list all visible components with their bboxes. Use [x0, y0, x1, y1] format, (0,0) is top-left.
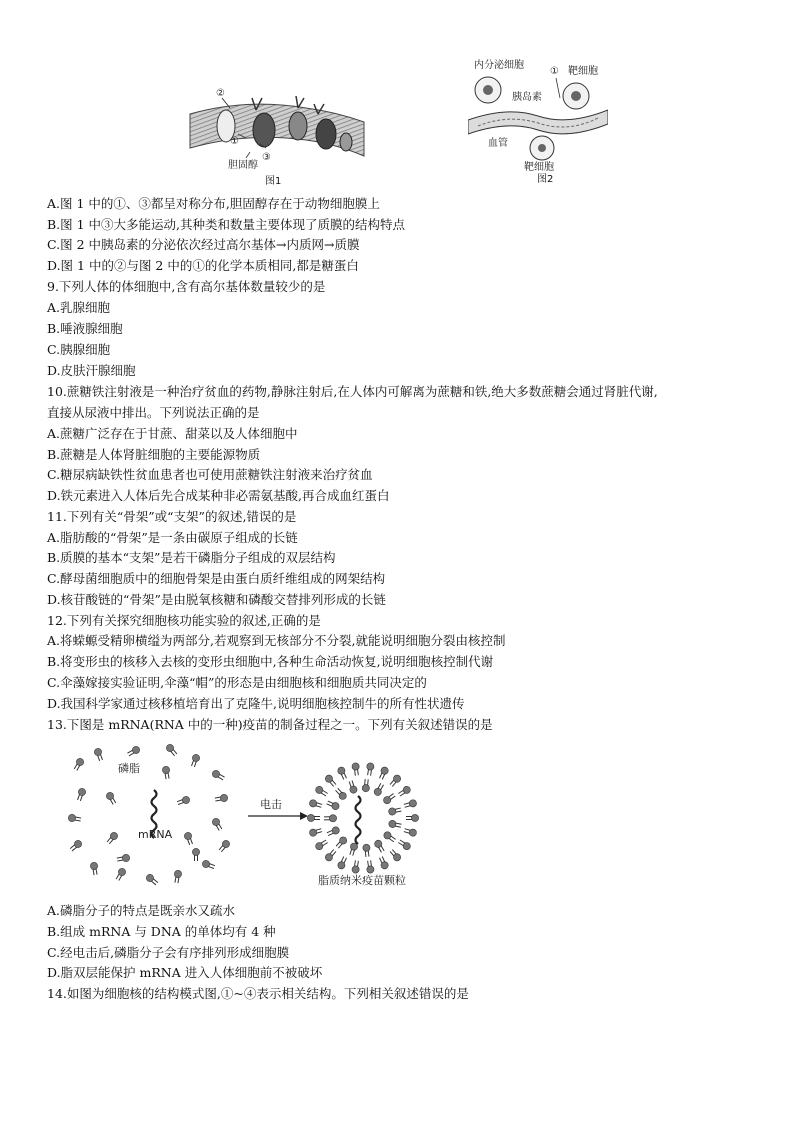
q12-option-b: B.将变形虫的核移入去核的变形虫细胞中,各种生命活动恢复,说明细胞核控制代谢 [47, 654, 494, 669]
q9-option-a: A.乳腺细胞 [47, 300, 111, 315]
outer-phospholipid [324, 848, 338, 862]
inner-phospholipid [373, 839, 386, 854]
q12-stem: 12.下列有关探究细胞核功能实验的叙述,正确的是 [47, 613, 321, 628]
outer-phospholipid [314, 838, 328, 851]
fig1-label-c3: ③ [262, 152, 271, 163]
inner-phospholipid [373, 782, 385, 797]
scattered-phospholipid [192, 848, 199, 861]
figure-1-caption: 图1 [265, 176, 282, 187]
q9-stem: 9.下列人体的体细胞中,含有高尔基体数量较少的是 [47, 279, 326, 294]
scattered-phospholipid [201, 859, 215, 870]
outer-phospholipid [403, 827, 417, 837]
inner-phospholipid [382, 792, 396, 805]
q10-stem-line1: 10.蔗糖铁注射液是一种治疗贫血的药物,静脉注射后,在人体内可解离为蔗糖和铁,绝大多数蔗糖会通过肾脏代谢, [47, 384, 658, 399]
q10-option-a: A.蔗糖广泛存在于甘蔗、甜菜以及人体细胞中 [47, 426, 298, 441]
q11-stem: 11.下列有关“骨架”或“支架”的叙述,错误的是 [47, 509, 297, 524]
q8-option-a: A.图 1 中的①、③都呈对称分布,胆固醇存在于动物细胞膜上 [47, 196, 380, 211]
fig13-label-mrna: mRNA [138, 828, 173, 841]
q8-option-b: B.图 1 中③大多能运动,其种类和数量主要体现了质膜的结构特点 [47, 217, 406, 232]
outer-phospholipid [388, 774, 402, 788]
outer-phospholipid [307, 814, 320, 821]
q8-option-c: C.图 2 中胰岛素的分泌依次经过高尔基体→内质网→质膜 [47, 237, 360, 252]
q13-stem: 13.下图是 mRNA(RNA 中的一种)疫苗的制备过程之一。下列有关叙述错误的是 [47, 717, 493, 732]
q12-option-a: A.将蝾螈受精卵横缢为两部分,若观察到无核部分不分裂,就能说明细胞分裂由核控制 [47, 633, 506, 648]
scattered-phospholipid [105, 831, 119, 845]
q13-option-b: B.组成 mRNA 与 DNA 的单体均有 4 种 [47, 924, 276, 939]
outer-phospholipid [324, 774, 338, 788]
q11-option-b: B.质膜的基本“支架”是若干磷脂分子组成的双层结构 [47, 550, 336, 565]
fig2-label-endocrine: 内分泌细胞 [474, 60, 524, 71]
fig13-label-shock: 电击 [260, 798, 282, 811]
scattered-phospholipid [173, 870, 182, 884]
outer-phospholipid [366, 860, 375, 873]
fig2-label-insulin: 胰岛素 [512, 92, 542, 103]
protein-2 [253, 113, 275, 147]
q11-option-c: C.酵母菌细胞质中的细胞骨架是由蛋白质纤维组成的网架结构 [47, 571, 386, 586]
outer-phospholipid [309, 827, 323, 837]
q9-option-b: B.唾液腺细胞 [47, 321, 123, 336]
scattered-phospholipid [165, 743, 179, 757]
figure-1-membrane [186, 86, 366, 170]
outer-phospholipid [397, 838, 411, 851]
protein-5 [340, 133, 352, 151]
fig2-label-target-top: 靶细胞 [568, 66, 598, 77]
fig1-label-c2: ② [216, 88, 225, 99]
figure-13-lnp [66, 740, 446, 895]
scattered-phospholipid [145, 873, 159, 887]
q11-option-d: D.核苷酸链的“骨架”是由脱氧核糖和磷酸交替排列形成的长链 [47, 592, 386, 607]
scattered-phospholipid [126, 745, 141, 758]
fig2-label-target-bottom: 靶细胞 [524, 162, 554, 173]
fig1-label-cholesterol: 胆固醇 [228, 160, 258, 170]
scattered-phospholipid [105, 791, 118, 806]
scattered-phospholipid [176, 795, 190, 806]
mrna-strand-right [356, 796, 361, 844]
q10-stem-line2: 直接从尿液中排出。下列说法正确的是 [47, 405, 260, 420]
q13-option-d: D.脂双层能保护 mRNA 进入人体细胞前不被破坏 [47, 965, 323, 980]
outer-phospholipid [397, 785, 411, 798]
q9-option-d: D.皮肤汗腺细胞 [47, 363, 136, 378]
scattered-phospholipid [90, 862, 99, 876]
fig2-label-c1: ① [550, 66, 559, 77]
q10-option-c: C.糖尿病缺铁性贫血患者也可使用蔗糖铁注射液来治疗贫血 [47, 467, 373, 482]
q14-stem: 14.如图为细胞核的结构模式图,①~④表示相关结构。下列相关叙述错误的是 [47, 986, 469, 1001]
fig13-label-particle: 脂质纳米疫苗颗粒 [318, 874, 406, 887]
scattered-phospholipid [93, 747, 104, 761]
outer-phospholipid [406, 814, 419, 821]
q13-option-c: C.经电击后,磷脂分子会有序排列形成细胞膜 [47, 945, 290, 960]
q8-option-d: D.图 1 中的②与图 2 中的①的化学本质相同,都是糖蛋白 [47, 258, 359, 273]
q10-option-b: B.蔗糖是人体肾脏细胞的主要能源物质 [47, 447, 261, 462]
scattered-phospholipid [117, 854, 131, 863]
inner-phospholipid [388, 820, 402, 830]
scattered-phospholipid [162, 766, 171, 780]
outer-phospholipid [403, 799, 417, 809]
fig1-label-c1: ① [230, 136, 239, 147]
outer-phospholipid [388, 848, 402, 862]
inner-phospholipid [326, 799, 340, 811]
scattered-phospholipid [217, 839, 231, 853]
inner-phospholipid [347, 780, 358, 794]
q10-option-d: D.铁元素进入人体后先合成某种非必需氨基酸,再合成血红蛋白 [47, 488, 390, 503]
outer-phospholipid [378, 766, 390, 780]
scattered-phospholipid [68, 814, 82, 823]
inner-phospholipid [334, 787, 348, 801]
q9-option-c: C.胰腺细胞 [47, 342, 111, 357]
scattered-phospholipid [215, 794, 229, 803]
inner-phospholipid [324, 815, 337, 822]
scattered-phospholipid [183, 831, 194, 845]
protein-3 [289, 112, 307, 140]
outer-phospholipid [352, 762, 361, 775]
q11-option-a: A.脂肪酸的“骨架”是一条由碳原子组成的长链 [47, 530, 298, 545]
scattered-phospholipid [190, 753, 201, 767]
inner-phospholipid [326, 826, 340, 838]
scattered-phospholipid [76, 787, 87, 801]
q12-option-d: D.我国科学家通过核移植培育出了克隆牛,说明细胞核控制牛的所有性状遗传 [47, 696, 465, 711]
fig2-label-vessel: 血管 [488, 138, 508, 149]
inner-phospholipid [334, 835, 348, 849]
inner-phospholipid [362, 779, 370, 792]
outer-phospholipid [366, 762, 375, 775]
outer-phospholipid [352, 860, 361, 873]
protein-4 [316, 119, 336, 149]
inner-phospholipid [388, 806, 402, 816]
scattered-phospholipid [211, 769, 226, 782]
scattered-phospholipid [211, 817, 224, 832]
scattered-phospholipid [69, 839, 83, 853]
q13-option-a: A.磷脂分子的特点是既亲水又疏水 [47, 903, 236, 918]
figure-2-insulin [468, 58, 608, 178]
inner-phospholipid [362, 844, 371, 857]
scattered-phospholipid [114, 867, 127, 882]
figure-2-caption: 图2 [537, 174, 554, 185]
outer-phospholipid [314, 785, 328, 798]
outer-phospholipid [309, 799, 323, 809]
outer-phospholipid [337, 766, 349, 780]
outer-phospholipid [378, 856, 390, 870]
fig13-label-phospholipid: 磷脂 [118, 762, 140, 775]
outer-phospholipid [337, 856, 349, 870]
inner-phospholipid [382, 830, 396, 843]
scattered-phospholipid [72, 757, 85, 772]
q12-option-c: C.伞藻嫁接实验证明,伞藻“帽”的形态是由细胞核和细胞质共同决定的 [47, 675, 427, 690]
